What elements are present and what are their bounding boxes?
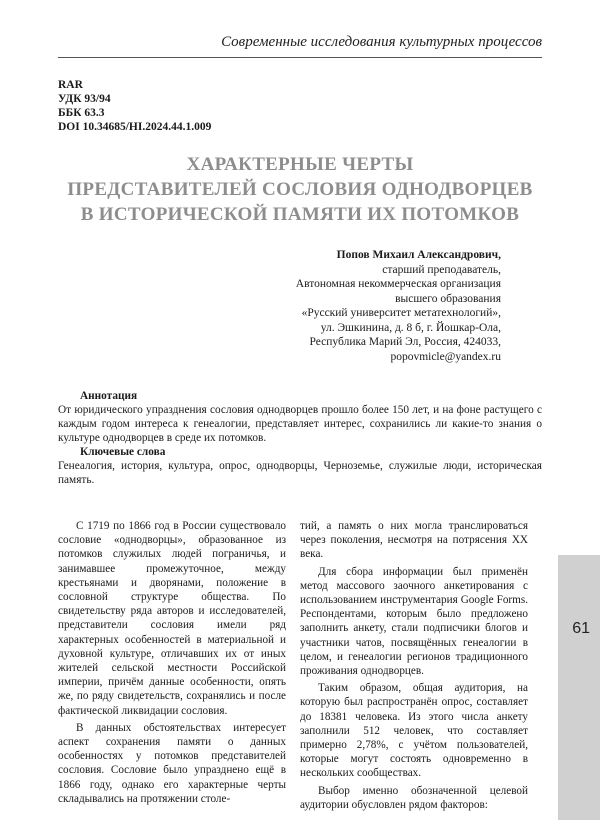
meta-doi: DOI 10.34685/HI.2024.44.1.009 [58, 121, 212, 133]
author-position: старший преподаватель, [382, 263, 501, 276]
author-block [181, 248, 501, 364]
body-paragraph: тий, а память о них могла транслироваться через поколения, несмотря на потрясения XX века. [300, 520, 528, 561]
author-org-1: Автономная некоммерческая организация [295, 278, 501, 290]
header-divider [58, 57, 542, 58]
body-paragraph: С 1719 по 1866 год в России существовало сословие «однодворцы», образованное из потомков служилых людей пограничья, и занимавшее промежуточное, между крестьянами и дворянами, положение в сословной структуре общества. По свидетельству ряда авторов и исследователей, представители сословия имели ряд характерных особенностей в материальной и духовной культуре, отличавших их от иных жителей сельской местности Российской империи, причём данные особенности, опять же, по ряду свидетельств, сохранялись и после фактической ликвидации сословия. [58, 520, 286, 717]
body-paragraph: Для сбора информации был применён метод массового заочного анкетирования с использованием инструментария Google Forms. Респондентами, которым было предложено заполнить анкету, стали подписчики блогов и участники чатов, посвящённых генеалогии в целом, и генеалогии регионов традиционного проживания однодворцев. [300, 565, 528, 678]
body-paragraph: В данных обстоятельствах интересует аспект сохранения памяти о данных особенностях у потомков представителей сословия. Сословие было упразднено ещё в 1866 году, однако его характерные черты складывались на протяжении столе- [58, 721, 286, 805]
page-side-tab [558, 555, 600, 820]
keywords-text: Генеалогия, история, культура, опрос, однодворцы, Черноземье, служилые люди, историческая память. [58, 460, 542, 486]
keywords-heading: Ключевые слова [80, 446, 166, 458]
annotation-text: От юридического упразднения сословия однодворцев прошло более 150 лет, и на фоне растущего с каждым годом интереса к генеалогии, представляет интерес, сохранились ли какие-то знания о культуре однодворцев в среде их потомков. [58, 404, 542, 444]
journal-title: Современные исследования культурных процессов [221, 34, 542, 50]
meta-rar: RAR [58, 79, 83, 91]
author-name: Попов Михаил Александрович, [336, 249, 501, 261]
article-meta [58, 78, 211, 134]
body-column-right [300, 519, 528, 815]
body-paragraph: Таким образом, общая аудитория, на которую был распространён опрос, составляет до 18381 человека. Из этого числа анкету заполнили 512 человек, что составляет примерно 2,78%, с учётом пользователей, которые могут состоять одновременно в нескольких сообществах. [300, 682, 528, 780]
body-paragraph: Выбор именно обозначенной целевой аудитории обусловлен рядом факторов: [300, 784, 528, 811]
article-title [40, 152, 560, 227]
title-line-2: ПРЕДСТАВИТЕЛЕЙ СОСЛОВИЯ ОДНОДВОРЦЕВ [67, 179, 533, 200]
author-address-2: Республика Марий Эл, Россия, 424033, [309, 336, 501, 348]
author-org-3: «Русский университет метатехнологий», [301, 307, 501, 319]
author-email: popovmicle@yandex.ru [390, 350, 501, 363]
author-org-2: высшего образования [395, 292, 501, 305]
annotation-heading: Аннотация [80, 390, 138, 402]
meta-udk: УДК 93/94 [58, 93, 111, 105]
page-number: 61 [572, 620, 590, 637]
author-address-1: ул. Эшкинина, д. 8 б, г. Йошкар-Ола, [320, 321, 501, 334]
body-column-left [58, 519, 286, 809]
annotation-block [58, 389, 542, 487]
title-line-3: В ИСТОРИЧЕСКОЙ ПАМЯТИ ИХ ПОТОМКОВ [80, 204, 520, 225]
title-line-1: ХАРАКТЕРНЫЕ ЧЕРТЫ [186, 154, 414, 175]
meta-bbk: ББК 63.3 [58, 107, 105, 119]
